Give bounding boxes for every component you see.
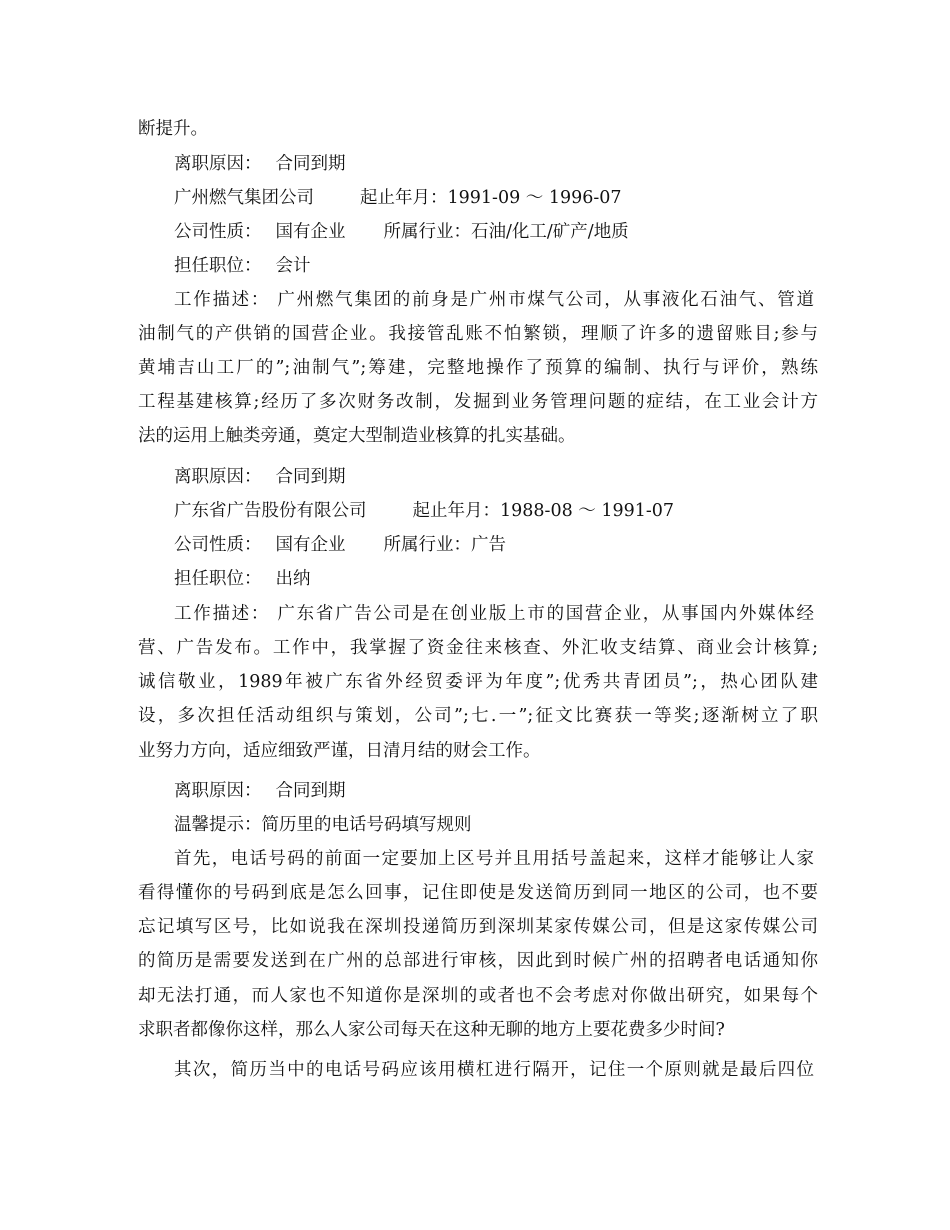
company-name: 广东省广告股份有限公司 <box>174 501 367 521</box>
period-value: 1991-09 ～ 1996-07 <box>447 188 622 208</box>
tip-heading: 温馨提示：简历里的电话号码填写规则 <box>174 815 472 835</box>
position-label: 担任职位： <box>174 256 262 276</box>
company-nature-line <box>174 534 814 556</box>
company-nature-value: 国有企业 <box>275 535 346 555</box>
leave-reason-value: 合同到期 <box>275 467 346 487</box>
paragraph-line: 首先，电话号码的前面一定要加上区号并且用括号盖起来，这样才能够让人家 <box>174 849 814 869</box>
position-value: 出纳 <box>275 569 311 589</box>
period-label: 起止年月： <box>412 501 500 521</box>
industry-label: 所属行业： <box>383 535 471 555</box>
period-label: 起止年月： <box>360 188 448 208</box>
paragraph-line: 求职者都像你这样，那么人家公司每天在这种无聊的地方上要花费多少时间? <box>138 1020 725 1040</box>
paragraph-line: 工作描述： 广州燃气集团的前身是广州市煤气公司，从事液化石油气、管道 <box>174 290 814 310</box>
position-line <box>174 255 814 277</box>
leave-reason-line <box>174 153 814 175</box>
paragraph-line: 工作描述： 广东省广告公司是在创业版上市的国营企业，从事国内外媒体经 <box>174 604 814 624</box>
paragraph-line: 业努力方向，适应细致严谨，日清月结的财会工作。 <box>138 741 541 761</box>
company-nature-label: 公司性质： <box>174 535 262 555</box>
paragraph-line: 诚信敬业，1989年被广东省外经贸委评为年度”;优秀共青团员”;，热心团队建 <box>138 672 818 692</box>
position-line <box>174 568 814 590</box>
paragraph-line: 却无法打通，而人家也不知道你是深圳的或者也不会考虑对你做出研究，如果每个 <box>138 986 818 1006</box>
paragraph-line: 油制气的产供销的国营企业。我接管乱账不怕繁锁，理顺了许多的遗留账目;参与 <box>138 324 818 344</box>
paragraph-line: 法的运用上触类旁通，奠定大型制造业核算的扎实基础。 <box>138 426 576 446</box>
company-line <box>174 187 814 209</box>
company-name: 广州燃气集团公司 <box>174 188 314 208</box>
leave-reason-line <box>174 780 814 802</box>
paragraph-line: 的简历是需要发送到在广州的总部进行审核，因此到时候广州的招聘者电话通知你 <box>138 951 818 971</box>
paragraph-line: 其次，简历当中的电话号码应该用横杠进行隔开，记住一个原则就是最后四位 <box>174 1060 814 1080</box>
leave-reason-label: 离职原因： <box>174 781 262 801</box>
paragraph-line: 营、广告发布。工作中，我掌握了资金往来核查、外汇收支结算、商业会计核算; <box>138 638 818 658</box>
position-value: 会计 <box>275 256 311 276</box>
paragraph-line: 黄埔吉山工厂的”;油制气”;筹建，完整地操作了预算的编制、执行与评价，熟练 <box>138 358 818 378</box>
leave-reason-label: 离职原因： <box>174 467 262 487</box>
company-nature-line <box>174 221 814 243</box>
leave-reason-line <box>174 466 814 488</box>
leave-reason-value: 合同到期 <box>275 781 346 801</box>
company-nature-label: 公司性质： <box>174 222 262 242</box>
industry-value: 广告 <box>471 535 506 555</box>
company-line <box>174 500 814 522</box>
leave-reason-label: 离职原因： <box>174 154 262 174</box>
paragraph-line: 断提升。 <box>138 119 208 139</box>
paragraph-line: 忘记填写区号，比如说我在深圳投递简历到深圳某家传媒公司，但是这家传媒公司 <box>138 917 818 937</box>
company-nature-value: 国有企业 <box>275 222 346 242</box>
period-value: 1988-08 ～ 1991-07 <box>500 501 675 521</box>
paragraph-line: 看得懂你的号码到底是怎么回事，记住即使是发送简历到同一地区的公司，也不要 <box>138 883 818 903</box>
paragraph-line: 工程基建核算;经历了多次财务改制，发掘到业务管理问题的症结，在工业会计方 <box>138 392 818 412</box>
leave-reason-value: 合同到期 <box>275 154 346 174</box>
position-label: 担任职位： <box>174 569 262 589</box>
paragraph-line: 设，多次担任活动组织与策划，公司”;七.一”;征文比赛获一等奖;逐渐树立了职 <box>138 706 818 726</box>
industry-label: 所属行业： <box>383 222 471 242</box>
industry-value: 石油/化工/矿产/地质 <box>471 222 629 242</box>
